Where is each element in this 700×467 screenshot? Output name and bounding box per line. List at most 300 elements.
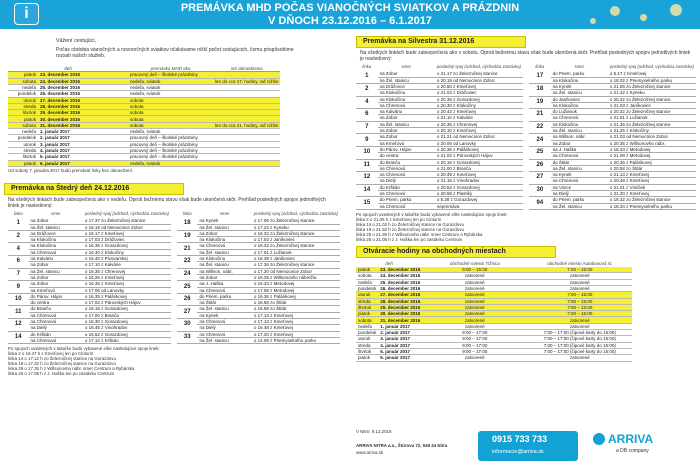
note-line: linka 26 o 17.05 h z J. Haška len po zastávku Centrum [8,371,115,377]
direction: na Chrenovú [551,115,608,121]
hours-trznica: 9:00 – 17:00 [422,336,527,342]
hours-day: piatok [356,355,378,361]
line-number: 9 [356,134,378,147]
note-line: linka 19 o 17.32 h zo Železničnej stanice na Gorazdovu [8,361,116,367]
direction: na Dielý [551,190,608,196]
tt-header-line: linka [182,211,192,217]
last-departure: o 20.18 z Gorazdovej [435,159,523,165]
hours-trznica: zatvorené [422,355,527,361]
hours-autobusova: 7:00 – 17:00 (čipové karty do 15:00) [527,330,632,336]
last-departure: o 5.17 z Kmeťovej [608,71,696,77]
line-number: 26 [177,293,197,306]
cal-date: 3. január 2017 [38,141,128,147]
direction: na Klokočinu [29,243,83,249]
cal-date: 25. december 2016 [38,84,128,90]
direction: do Branču [29,306,83,312]
table-row [8,78,280,84]
direction: do Párov. Hájov [29,293,83,299]
hours-autobusova: 7:00 – 17:00 (čipové karty do 15:00) [527,342,632,348]
direction: na J. Haška [197,281,251,287]
direction: na Kynek [197,218,251,224]
table-row [529,77,696,83]
cal-other: len do cca 17. hodiny, viď nižšie [215,78,279,84]
direction: do Štitár [551,159,608,165]
cal-date: 28. december 2016 [38,103,128,109]
cal-day: štvrtok [8,154,38,160]
last-departure: o 21.01 z Viničiek [608,184,696,190]
table-row [356,203,523,209]
last-departure: o 20.42 z Kmeťovej [435,109,523,115]
direction: na Chrenovú [378,165,435,171]
line-number: 30 [529,184,551,197]
last-departure: o 16.52 z Gorazdovej [83,331,171,337]
direction: do centra [378,153,435,159]
direction: na Dielý [197,325,251,331]
last-departure: o 16.48 z Kmeťovej [252,325,340,331]
email-address[interactable]: informacie@arriva.sk [492,449,544,455]
hours-day: streda [356,342,378,348]
hours-day: streda [356,298,378,304]
last-departure: o 14.08 z Priemyselného parku [252,337,340,343]
tt-header-line: linka [13,211,23,217]
cal-date: 2. január 2017 [38,135,128,141]
table-row [8,160,280,166]
cal-day: piatok [8,116,38,122]
last-departure: o 16.39 z Janíkoviec [252,256,340,262]
line-number: 26 [529,159,551,172]
line-number: 1 [8,218,29,231]
cal-day: piatok [8,72,38,78]
direction: do centra [29,300,83,306]
cal-header-day: deň [8,66,128,72]
note-line: linka 25 o 17.35 h z Willsonovho nábr. smer Centrum a Rybárska [8,366,135,372]
table-row [529,203,696,209]
line-number: 11 [8,306,29,319]
hours-date: 30. december 2016 [380,311,421,317]
last-departure: o 16.33 z Metodovej [608,146,696,152]
last-departure: o 16.58 zo Štitár [252,300,340,306]
last-departure: o 16.25 z Kmeťovej [83,274,171,280]
last-departure: o 21.03 z Drážoviec [435,90,523,96]
last-departure: o 21.03 z Janíkoviec [608,102,696,108]
line-number: 18 [177,218,197,231]
cal-header-mhd: premávka MHD ako [128,66,213,72]
line-number: 94 [529,197,551,210]
cal-day: pondelok [8,91,38,97]
direction: na Chrenovú [378,203,435,209]
direction: na Kalváriu [29,256,83,262]
left-column [4,36,340,379]
hours-autobusova: 7:00 – 15:00 [527,267,632,273]
last-departure: o 20.35 z Willsonovho nábr. [608,140,696,146]
cal-mhd: nedeľa, sviatok [128,160,213,166]
hours-date: 3. január 2017 [378,336,422,342]
hours-day: piatok [356,311,378,317]
last-departure: o 21.21 od Nemocnice Zobor [435,134,523,140]
last-departure: o 16.58 zo Štitár [252,306,340,312]
last-departure: o 16.35 z Kmeťovej [83,281,171,287]
direction: na Zobor [378,128,435,134]
phone-number[interactable]: 0915 733 733 [492,434,548,444]
cal-mhd: nedeľa, sviatok [128,84,213,90]
direction: na Žel. stanicu [551,90,608,96]
last-departure: o 20.19 od Nemocnice Zobor [435,77,523,83]
last-departure: o 16.35 z Gorazdovej [83,243,171,249]
line-number: 27 [529,172,551,185]
tt-header-last: posledný spoj (odchod, východzia zastávka) [609,64,694,70]
direction: na Chrenovú [197,331,251,337]
direction: na Žel. stanicu [551,203,608,209]
direction: na Zobor [378,134,435,140]
hours-date: 26. december 2016 [380,286,421,292]
direction: na Chrenovú [378,102,435,108]
hours-trznica: zatvorené [422,292,527,298]
calendar-table [8,66,280,167]
hours-date: 27. december 2016 [380,292,421,298]
cal-day: sobota [8,122,38,128]
direction: na Chrenovú [29,337,83,343]
line-number: 17 [529,71,551,84]
direction: do Párov. Hájov [378,146,435,152]
last-departure: o 16.40 z Pivovarskej [83,256,171,262]
cal-date: 30. december 2016 [38,116,128,122]
direction: na Chrenovú [551,153,608,159]
last-departure: o 21.20 z Kmeťovej [608,190,696,196]
direction: na Chrenovú [29,249,83,255]
direction: na Kmeťovú [29,287,83,293]
brand-company: a DB company [616,448,649,454]
last-departure: o 16.18 z Gorazdovej [83,306,171,312]
last-departure: o 21.17 zo Železničnej stanice [435,71,523,77]
direction: na Zobor [197,230,251,236]
last-departure: o 16.32 zo Železničnej stanice [252,230,340,236]
cal-mhd: sobota [128,116,213,122]
note-line: linka 26 o 21.05 h z J. Haška len po zastávku Centrum [356,237,463,243]
tt-header-line: linka [535,64,545,70]
direction: na Klokočinu [378,90,435,96]
direction: do Branču [378,159,435,165]
hours-autobusova: 7:00 – 15:00 [527,304,632,310]
tt-header-dir: smer [50,211,61,217]
last-departure: o 20.32 zo Železničnej stanice [608,109,696,115]
hours-autobusova: zatvorené [527,323,632,329]
hours-day: nedeľa [356,279,378,285]
note-line: Po spojoch uvedených v tabuľke budú vybavené ešte nasledujúce spoje linek: [356,211,508,217]
cal-mhd: pracovný deň – školské prázdniny [128,141,213,147]
hours-autobusova: zatvorené [527,279,632,285]
direction: na Chrenovú [378,172,435,178]
direction: na Dielý [378,178,435,184]
cal-mhd: nedeľa, sviatok [128,78,213,84]
hours-day: utorok [356,336,378,342]
hours-autobusova: zatvorené [527,317,632,323]
hours-date: 1. január 2017 [378,323,422,329]
contact-box [478,431,578,461]
line-number: 25 [529,146,551,159]
hours-day: piatok [356,267,378,273]
page-title: PREMÁVKA MHD POČAS VIANOČNÝCH SVIATKOV A PRÁZDNIN [180,2,520,14]
cal-date: 29. december 2016 [38,110,128,116]
line-number: 11 [356,159,378,172]
direction: na Kmeťovú [378,140,435,146]
christmas-eve-table-left [8,211,171,344]
cal-date: 5. január 2017 [38,154,128,160]
direction: na Klokočinu [197,256,251,262]
line-number: 4 [356,96,378,109]
last-departure: o 18.34 z Priemyselného parku [608,203,696,209]
line-number: 12 [356,172,378,185]
direction: na Kynek [197,312,251,318]
cal-mhd: pracovný deň – školské prázdniny [128,147,213,153]
last-departure: o 20.35 z Palárikovej [435,146,523,152]
last-departure: o 20.36 z Palárikovej [608,159,696,165]
last-departure: o 20.49 z Kmeťovej [435,172,523,178]
direction: na Zobor [378,71,435,77]
footer-date: V Nitre: 9.12.2016 [356,429,392,434]
last-departure: o 16.30 z Klokočiny [83,249,171,255]
hours-day: sobota [356,317,378,323]
page-subtitle: V DŇOCH 23.12.2016 – 6.1.2017 [268,15,432,27]
brand-name: ARRIVA [608,432,654,446]
hours-day: sobota [356,273,378,279]
arriva-logo-icon [593,433,605,445]
direction: na Klokočinu [197,237,251,243]
direction: na Žel. stanicu [197,224,251,230]
silvester-notes [356,212,696,242]
direction: na Zobor [29,274,83,280]
calendar-note: Od soboty 7. januára 2017 budú premávať linky bez obmedzení. [8,167,134,173]
decor-light-icon [610,6,620,16]
direction: na Žel. stanicu [551,165,608,171]
direction: na Žel. stanicu [197,249,251,255]
cal-mhd: sobota [128,122,213,128]
cal-other: len do cca 21. hodiny, viď nižšie [215,122,279,128]
direction: na Kynek [551,172,608,178]
info-logo-icon: i [14,3,39,25]
hours-trznica: zatvorené [422,279,527,285]
last-departure: o 21.01 z Lužianok [608,115,696,121]
hours-autobusova: 7:00 – 17:00 (čipové karty do 15:00) [527,336,632,342]
line-number: 24 [529,134,551,147]
note-line: Po spojoch uvedených v tabuľke budú vybavené ešte nasledujúce spoje linek: [8,346,160,352]
last-departure: o 20.10 z Kmeťovej [435,128,523,134]
last-departure: o 20.58 z Plastiky [435,190,523,196]
line-number: 1 [356,71,378,84]
last-departure: o 17.03 z Janíkoviec [252,237,340,243]
line-number: 24 [177,268,197,281]
direction: do Priem. parku [378,197,435,203]
direction: na Žel. stanicu [378,77,435,83]
line-number: 22 [529,121,551,134]
hours-trznica: zatvorené [422,317,527,323]
cal-day: utorok [8,141,38,147]
cal-day: streda [8,103,38,109]
line-number: 14 [356,184,378,197]
silvester-table-right [529,65,696,210]
direction: do Priem. parku [197,293,251,299]
direction: do Priem. parku [551,197,608,203]
line-number: 33 [177,331,197,344]
note-line: linka 2 o 16.47 h z Kmeťovej len po Cintorín [8,351,94,357]
last-departure: o 21.06 zo Železničnej stanice [608,83,696,89]
line-number: 15 [356,197,378,210]
last-departure: o 18.32 zo Železničnej stanice [608,197,696,203]
line-number: 18 [529,83,551,96]
hours-trznica: 9:00 – 17:00 [422,330,527,336]
note-line: linka 14 o 17.12 h zo Železničnej stanice na Gorazdovu [8,356,116,362]
line-number: 7 [8,268,29,281]
hours-trznica: zatvorené [422,298,527,304]
last-departure: o 16.36 z Palárikovej [252,293,340,299]
hours-day: štvrtok [356,348,378,354]
cal-mhd: pracovný deň – školské prázdniny [128,72,213,78]
hours-date: 2. január 2017 [378,330,422,336]
line-number: 14 [8,331,29,344]
hours-date: 4. január 2017 [378,342,422,348]
last-departure: o 17.01 z Lužianok [252,249,340,255]
direction: na Žel. stanicu [29,224,83,230]
last-departure: o 17.20 z Kmeťovej [252,331,340,337]
hours-autobusova: 7:00 – 15:00 [527,298,632,304]
direction: na Štitár [197,300,251,306]
cal-day: streda [8,147,38,153]
direction: na Chrenovú [197,243,251,249]
intro-text: Počas obdobia vianočných a novoročných sviatkov očakávame nižší počet cestujúcich, čomu prispôsobíme rozsah našich služieb. [56,47,294,59]
direction: na Chrenovú [29,318,83,324]
note-line: linka 25 o 21.35 h z Willsonovho nábr. smer Centrum a Rybárska [356,232,483,238]
line-number: 19 [529,96,551,109]
table-row [177,274,340,280]
direction: na Žel. stanicu [29,268,83,274]
direction: na Žel. stanicu [378,121,435,127]
hours-trznica: zatvorené [422,304,527,310]
last-departure: o 21.25 z Klokočiny [608,128,696,134]
christmas-eve-text: Na všetkých linkách bude zabezpečená ako v nedeľu. Oproti bežnému stavu však bude ukončená skôr. Prehľad posledných spojov jednotlivých liniek je nasledovný: [8,196,326,209]
last-departure: o 20.48 z Kmeťovej [608,178,696,184]
intro-greeting: Vážení cestujúci, [56,38,97,44]
hours-table [356,260,632,361]
christmas-eve-notes [8,346,336,376]
last-departure: o 17.13 z Kmeťovej [252,312,340,318]
line-number: 21 [529,109,551,122]
line-number: 2 [356,83,378,96]
hours-date: 6. január 2017 [378,355,422,361]
hours-date: 28. december 2016 [380,298,421,304]
hours-header-b: obchodné miesto Autobusová st. [547,260,613,266]
direction: na Zobor [551,140,608,146]
hours-day: utorok [356,292,378,298]
tt-header-last: posledný spoj (odchod, východzia zastávka) [436,64,521,70]
last-departure: o 17.06 od Lanovky [83,287,171,293]
cal-day: pondelok [8,135,38,141]
decor-light-icon [640,14,647,21]
cal-day: sobota [8,78,38,84]
cal-day: štvrtok [8,110,38,116]
direction: na Zobor [29,218,83,224]
last-departure: o 16.45 z Vinohradov [83,325,171,331]
table-row [356,355,632,361]
last-departure: o 17.13 z Kmeťovej [252,318,340,324]
direction: na Klokočinu [29,237,83,243]
hours-autobusova: 7:00 – 15:00 [527,292,632,298]
last-departure: o 20.58 zo Štitár [608,165,696,171]
hours-trznica: zatvorené [422,323,527,329]
last-departure: o 21.10 z Kalvárie [435,115,523,121]
direction: na J. Haška [551,146,608,152]
line-number: 30 [177,318,197,331]
footer-address: ARRIVA NITRA a.s., Štúrova 72, 949 44 Nitra [356,443,448,448]
last-departure: o 17.37 zo Železničnej stanice [83,218,171,224]
direction: na Zobor [29,281,83,287]
cal-date: 6. január 2017 [38,160,128,166]
cal-date: 31. december 2016 [38,122,128,128]
note-line: linka 19 o 21.32 h zo Železničnej stanice na Gorazdovu [356,227,464,233]
direction: na Zobor [378,115,435,121]
last-departure: o 17.03 z Drážoviec [83,237,171,243]
last-departure: o 16.19 od Nemocnice Zobor [83,224,171,230]
hours-date: 24. december 2016 [380,273,421,279]
direction: na Vinice [551,184,608,190]
tt-header-dir: smer [574,64,585,70]
last-departure: o 20.30 z Klokočiny [435,102,523,108]
hours-trznica: 9:00 – 17:00 [422,348,527,354]
last-departure: o 21.02 z Párovských Hájov [435,153,523,159]
last-departure: o 20.32 zo Železničnej stanice [608,96,696,102]
hours-date: 23. december 2016 [380,266,421,272]
last-departure: o 16.30 z Gorazdovej [83,318,171,324]
direction: na Zobor [197,274,251,280]
line-number: 4 [8,243,29,256]
hours-title: Otváracie hodiny na obchodných miestach [356,246,556,258]
cal-day: piatok [8,160,38,166]
line-number: 2 [8,230,29,243]
hours-date: 29. december 2016 [380,304,421,310]
last-departure: o 20.06 od Lanovky [435,140,523,146]
cal-day: utorok [8,97,38,103]
last-departure: o 20.35 z Gorazdovej [435,96,523,102]
direction: na Willson. nábr. [197,268,251,274]
hours-autobusova: 7:00 – 17:00 (čipové karty do 15:00) [527,348,632,354]
cal-date: 23. december 2016 [38,72,128,78]
hours-trznica: zatvorené [422,311,527,317]
hours-trznica: zatvorené [422,273,527,279]
footer-web[interactable]: www.arriva.sk [356,450,384,455]
cal-mhd: pracovný deň – školské prázdniny [128,135,213,141]
hours-date: 25. december 2016 [380,279,421,285]
hours-trznica: 9:00 – 17:00 [422,342,527,348]
line-number: 19 [177,230,197,243]
cal-date: 1. január 2017 [38,129,128,135]
cal-header-other: iné obmedzenia [213,66,280,72]
tt-header-last: posledný spoj (odchod, východzia zastávka) [84,211,169,217]
direction: na Klokočinu [378,96,435,102]
table-row [8,337,171,343]
cal-mhd: nedeľa, sviatok [128,129,213,135]
footer [356,429,696,465]
last-departure: o 16.33 z Metodovej [252,281,340,287]
line-number: 25 [177,281,197,294]
hours-day: pondelok [358,286,377,292]
cal-mhd: nedeľa, sviatok [128,91,213,97]
last-departure: o 5.28 z Gorazdovej [435,197,523,203]
direction: do Krškán [378,184,435,190]
direction: na Zobor [29,262,83,268]
last-departure: o 17.06 zo Železničnej stanice [252,218,340,224]
hours-date: 5. január 2017 [378,348,422,354]
cal-mhd: sobota [128,110,213,116]
cal-mhd: pracovný deň – školské prázdniny [128,154,213,160]
line-number: 6 [8,256,29,269]
